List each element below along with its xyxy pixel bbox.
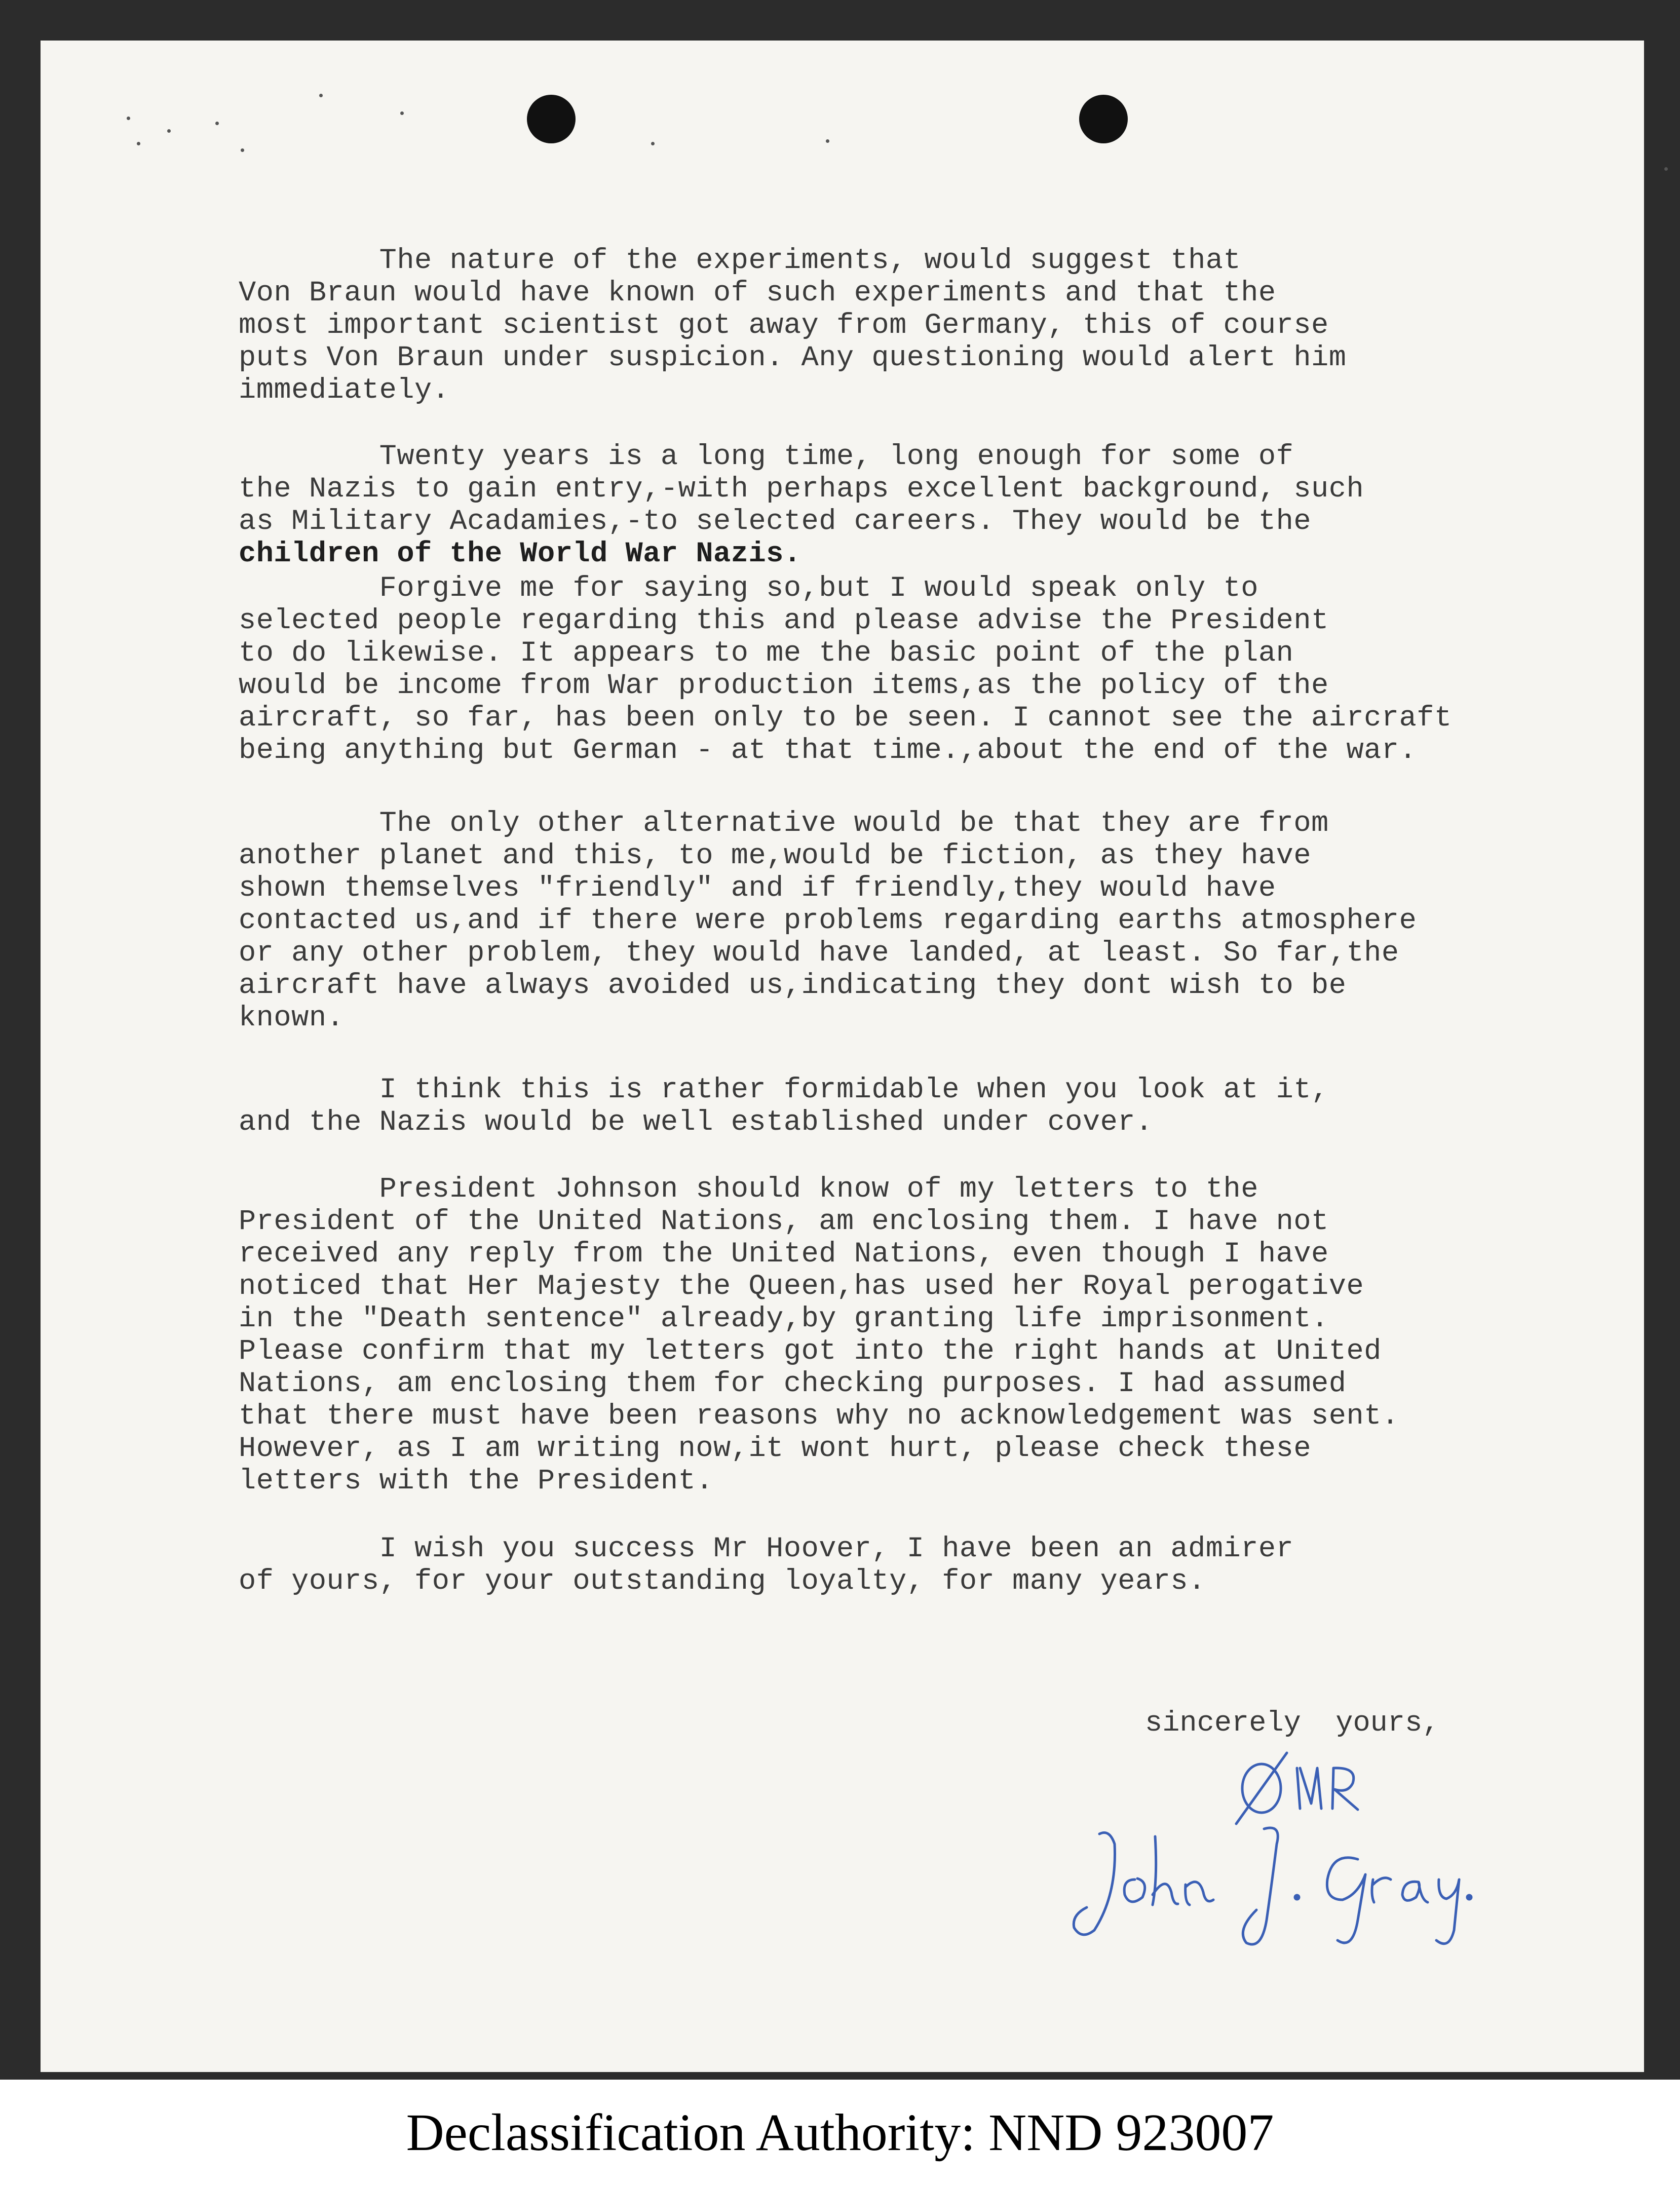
signature-svg <box>1034 1728 1490 1961</box>
signature-block <box>1034 1728 1490 1961</box>
text-line: I think this is rather formidable when you look at it, <box>239 1074 1329 1106</box>
text-line: Twenty years is a long time, long enough for some of <box>239 441 1294 473</box>
footer-text: Declassification Authority: NND 923007 <box>406 2103 1274 2162</box>
text-line: most important scientist got away from Germany, this of course <box>239 310 1329 342</box>
text-line: Forgive me for saying so,but I would speak only to <box>239 572 1258 605</box>
signature-mark <box>1074 1828 1471 1944</box>
text-line: as Military Acadamies,-to selected careers. They would be the <box>239 506 1312 538</box>
text-line: shown themselves "friendly" and if friendly,they would have <box>239 872 1276 905</box>
text-line: I wish you success Mr Hoover, I have been an admirer <box>239 1533 1294 1565</box>
text-line: letters with the President. <box>239 1465 714 1498</box>
text-line: and the Nazis would be well established under cover. <box>239 1106 1153 1139</box>
annotation-mark <box>1236 1753 1358 1824</box>
text-line: to do likewise. It appears to me the basic point of the plan <box>239 637 1294 670</box>
text-line: that there must have been reasons why no acknowledgement was sent. <box>239 1400 1399 1433</box>
text-line: selected people regarding this and please advise the President <box>239 605 1329 637</box>
text-line: received any reply from the United Nations, even though I have <box>239 1238 1329 1271</box>
text-line: aircraft, so far, has been only to be seen. I cannot see the aircraft <box>239 702 1452 735</box>
text-line: The nature of the experiments, would suggest that <box>239 245 1241 277</box>
text-line: Nations, am enclosing them for checking purposes. I had assumed <box>239 1368 1347 1400</box>
text-line: contacted us,and if there were problems regarding earths atmosphere <box>239 905 1417 937</box>
text-line: However, as I am writing now,it wont hurt, please check these <box>239 1433 1312 1465</box>
text-line: in the "Death sentence" already,by granting life imprisonment. <box>239 1303 1329 1335</box>
text-line: Von Braun would have known of such experiments and that the <box>239 277 1276 310</box>
text-line: noticed that Her Majesty the Queen,has used her Royal perogative <box>239 1271 1364 1303</box>
text-line: immediately. <box>239 374 450 407</box>
ink-speck <box>1664 167 1668 171</box>
letter-page <box>41 41 1644 2072</box>
text-line: children of the World War Nazis. <box>239 538 801 570</box>
declassification-footer <box>0 2080 1680 2185</box>
text-line: President of the United Nations, am enclosing them. I have not <box>239 1206 1329 1238</box>
text-line: puts Von Braun under suspicion. Any questioning would alert him <box>239 342 1347 374</box>
text-line: known. <box>239 1002 345 1034</box>
text-line: the Nazis to gain entry,-with perhaps excellent background, such <box>239 473 1364 506</box>
text-line: another planet and this, to me,would be fiction, as they have <box>239 840 1312 872</box>
text-line: of yours, for your outstanding loyalty, for many years. <box>239 1565 1206 1598</box>
text-line: President Johnson should know of my letters to the <box>239 1173 1258 1206</box>
text-line: The only other alternative would be that they are from <box>239 808 1329 840</box>
text-line: being anything but German - at that time.,about the end of the war. <box>239 735 1417 767</box>
text-line: Please confirm that my letters got into the right hands at United <box>239 1335 1382 1368</box>
text-line: would be income from War production items,as the policy of the <box>239 670 1329 702</box>
text-line: aircraft have always avoided us,indicating they dont wish to be <box>239 970 1347 1002</box>
closing-salutation: sincerely yours, <box>1145 1707 1440 1740</box>
text-line: or any other problem, they would have landed, at least. So far,the <box>239 937 1399 970</box>
